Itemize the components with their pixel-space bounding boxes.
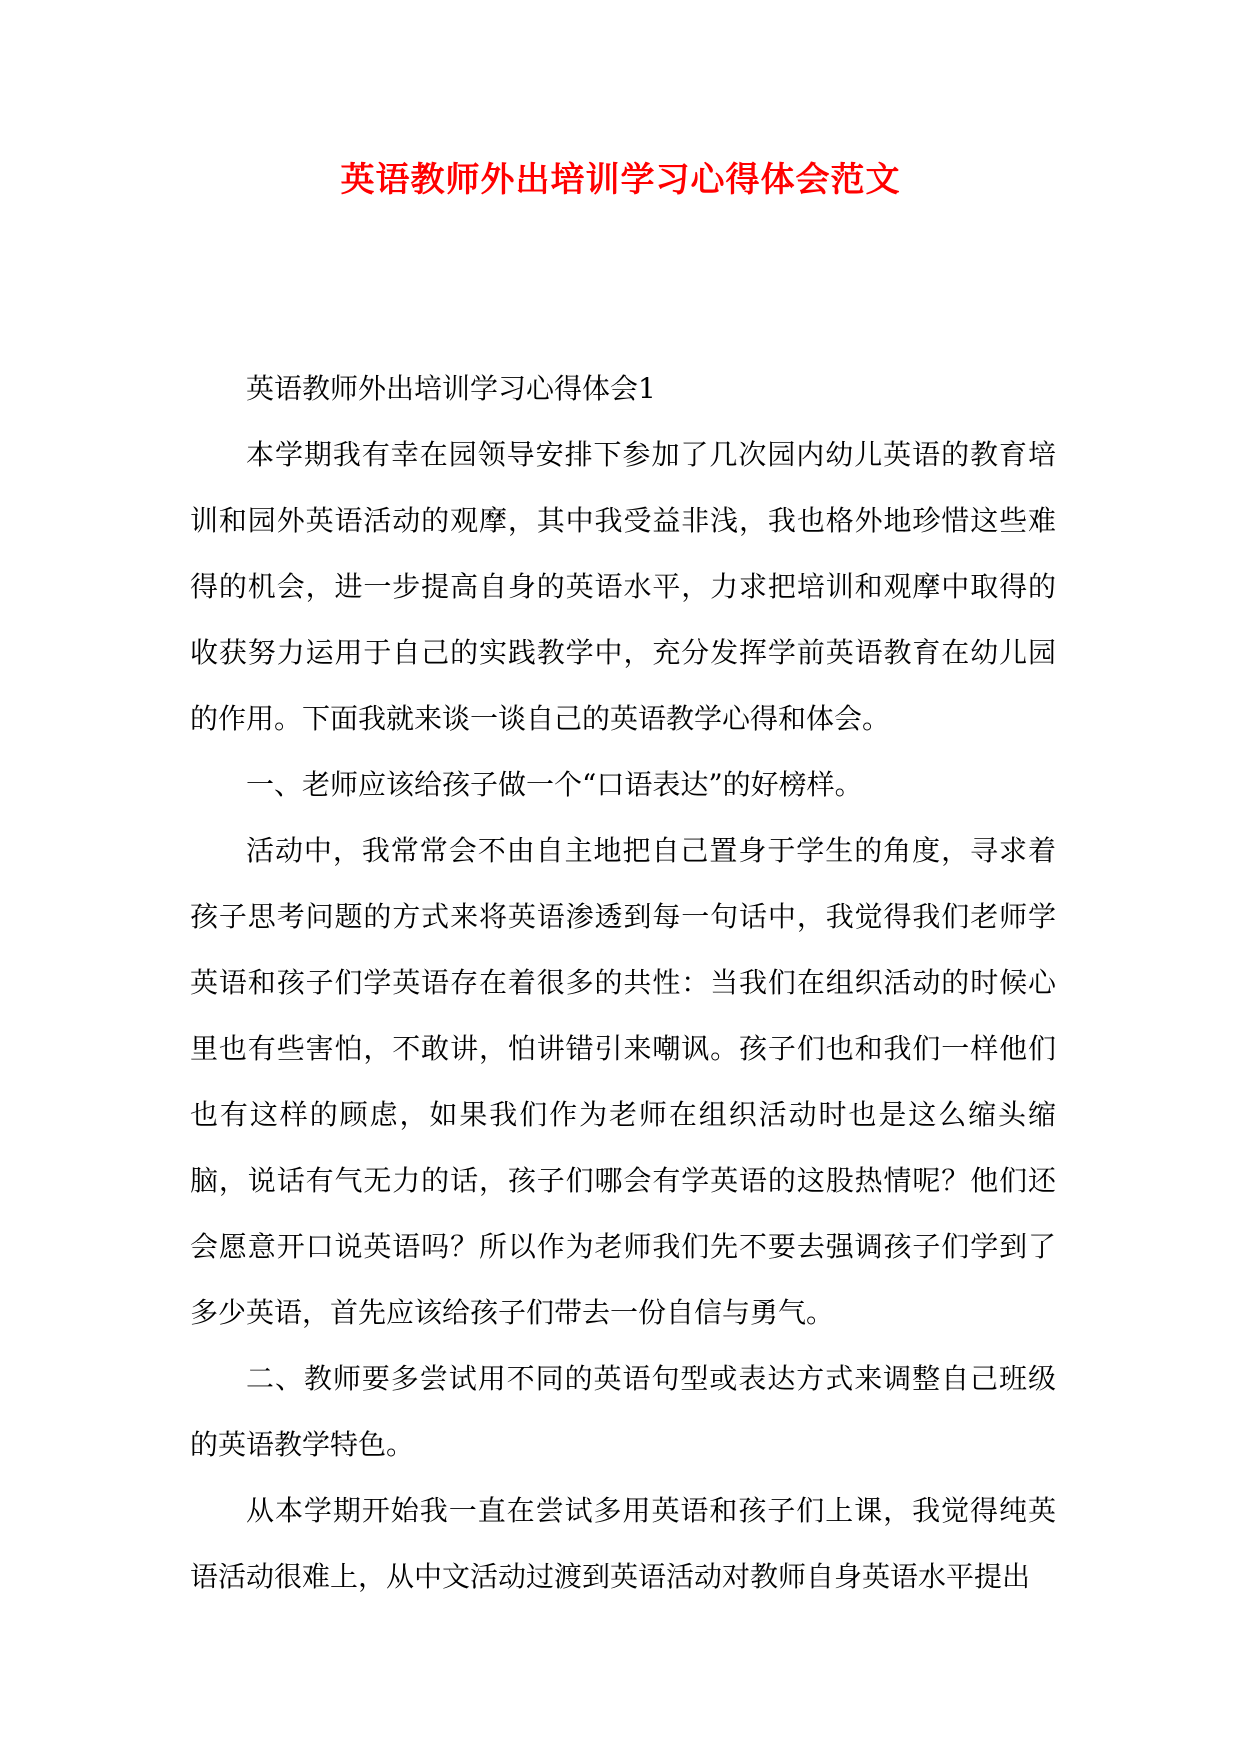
body-paragraph: 从本学期开始我一直在尝试多用英语和孩子们上课，我觉得纯英语活动很难上，从中文活动过渡到英语活动对教师自身英语水平提出 — [190, 1494, 1056, 1593]
point-heading-2: 二、教师要多尝试用不同的英语句型或表达方式来调整自己班级的英语教学特色。 — [190, 1362, 1056, 1461]
body-paragraph: 活动中，我常常会不由自主地把自己置身于学生的角度，寻求着孩子思考问题的方式来将英语渗透到每一句话中，我觉得我们老师学英语和孩子们学英语存在着很多的共性：当我们在组织活动的时候心里也有些害怕，不敢讲，怕讲错引来嘲讽。孩子们也和我们一样他们也有这样的顾虑，如果我们作为老师在组织活动时也是这么缩头缩脑，说话有气无力的话，孩子们哪会有学英语的这股热情呢？他们还会愿意开口说英语吗？所以作为老师我们先不要去强调孩子们学到了多少英语，首先应该给孩子们带去一份自信与勇气。 — [190, 834, 1056, 1329]
section-heading-1: 英语教师外出培训学习心得体会1 — [246, 372, 656, 405]
document-title: 英语教师外出培训学习心得体会范文 — [340, 160, 901, 200]
body-paragraph: 本学期我有幸在园领导安排下参加了几次园内幼儿英语的教育培训和园外英语活动的观摩，其中我受益非浅，我也格外地珍惜这些难得的机会，进一步提高自身的英语水平，力求把培训和观摩中取得的收获努力运用于自己的实践教学中，充分发挥学前英语教育在幼儿园的作用。下面我就来谈一谈自己的英语教学心得和体会。 — [190, 438, 1056, 735]
point-heading-1: 一、老师应该给孩子做一个“口语表达”的好榜样。 — [246, 768, 863, 801]
document-body — [190, 356, 1056, 1610]
